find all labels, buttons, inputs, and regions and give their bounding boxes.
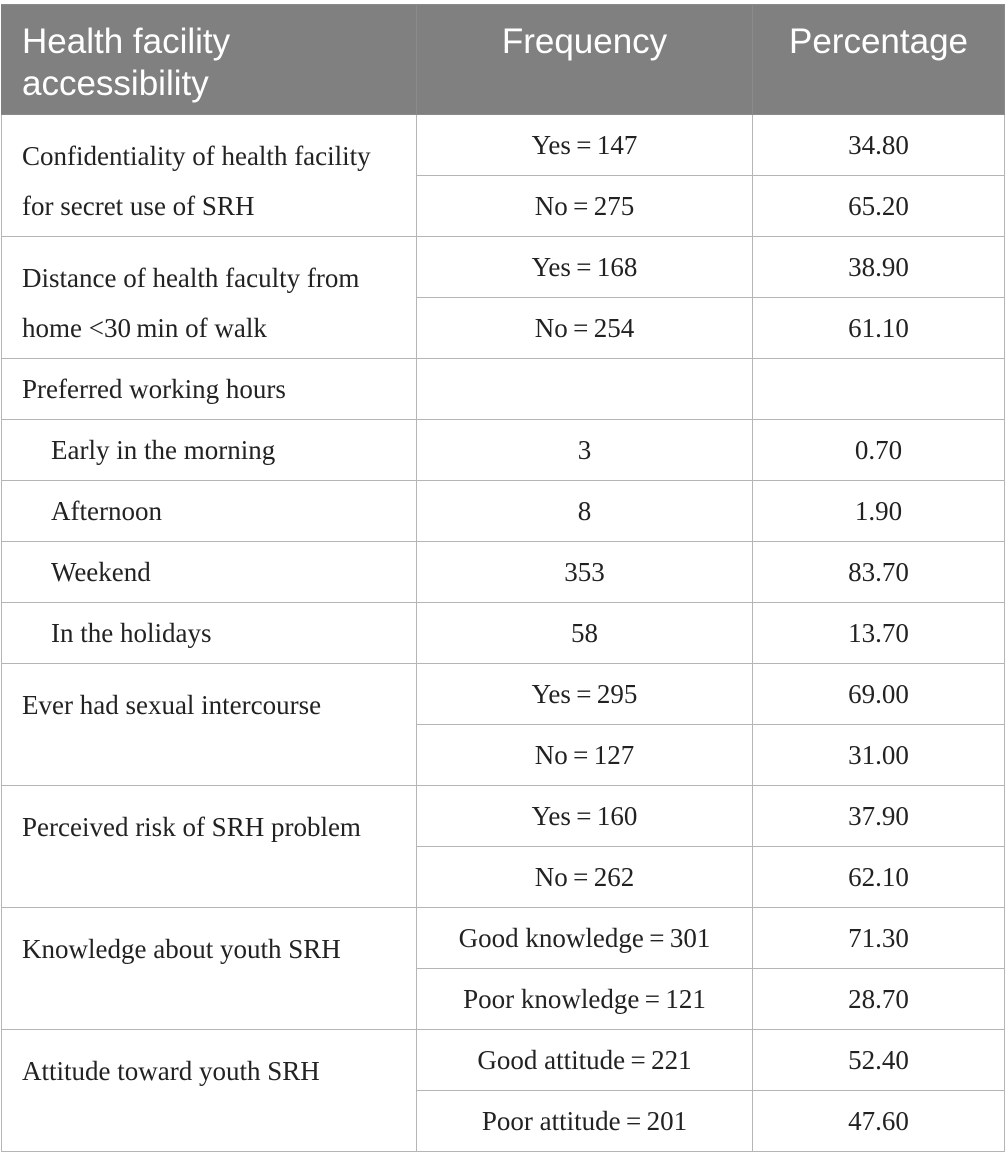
percentage-cell: 47.60 — [753, 1091, 1005, 1152]
frequency-cell: No = 254 — [417, 298, 753, 359]
header-frequency: Frequency — [417, 5, 753, 115]
table-row — [2, 115, 1005, 176]
row-label: In the holidays — [2, 603, 417, 664]
frequency-cell: Poor knowledge = 121 — [417, 969, 753, 1030]
frequency-cell: No = 127 — [417, 725, 753, 786]
frequency-cell: Yes = 295 — [417, 664, 753, 725]
percentage-cell: 83.70 — [753, 542, 1005, 603]
table-body — [2, 115, 1005, 1152]
percentage-cell: 52.40 — [753, 1030, 1005, 1091]
data-table — [1, 4, 1005, 1152]
row-label: Early in the morning — [2, 420, 417, 481]
percentage-cell: 61.10 — [753, 298, 1005, 359]
row-label: Afternoon — [2, 481, 417, 542]
header-percentage: Percentage — [753, 5, 1005, 115]
percentage-cell: 38.90 — [753, 237, 1005, 298]
table-row — [2, 664, 1005, 725]
percentage-cell: 0.70 — [753, 420, 1005, 481]
percentage-cell: 28.70 — [753, 969, 1005, 1030]
row-label: Weekend — [2, 542, 417, 603]
percentage-cell: 62.10 — [753, 847, 1005, 908]
table-row — [2, 359, 1005, 420]
frequency-cell: No = 262 — [417, 847, 753, 908]
header-health-facility-accessibility: Health facility accessibility — [2, 5, 417, 115]
percentage-cell: 1.90 — [753, 481, 1005, 542]
percentage-cell: 13.70 — [753, 603, 1005, 664]
percentage-cell: 65.20 — [753, 176, 1005, 237]
table-row — [2, 481, 1005, 542]
table-row — [2, 908, 1005, 969]
frequency-cell: 8 — [417, 481, 753, 542]
frequency-cell — [417, 359, 753, 420]
table-row — [2, 420, 1005, 481]
percentage-cell: 31.00 — [753, 725, 1005, 786]
table-header — [2, 5, 1005, 115]
frequency-cell: Good knowledge = 301 — [417, 908, 753, 969]
frequency-cell: Poor attitude = 201 — [417, 1091, 753, 1152]
table-row — [2, 603, 1005, 664]
row-label: Preferred working hours — [2, 359, 417, 420]
frequency-cell: No = 275 — [417, 176, 753, 237]
frequency-cell: Yes = 168 — [417, 237, 753, 298]
frequency-cell: 58 — [417, 603, 753, 664]
percentage-cell: 37.90 — [753, 786, 1005, 847]
table-row — [2, 542, 1005, 603]
table-row — [2, 1030, 1005, 1091]
frequency-cell: Good attitude = 221 — [417, 1030, 753, 1091]
row-label: Distance of health faculty from home <30 min of walk — [2, 237, 417, 359]
frequency-cell: Yes = 147 — [417, 115, 753, 176]
row-label: Confidentiality of health facility for secret use of SRH — [2, 115, 417, 237]
percentage-cell — [753, 359, 1005, 420]
row-label: Perceived risk of SRH problem — [2, 786, 417, 908]
percentage-cell: 71.30 — [753, 908, 1005, 969]
table-row — [2, 237, 1005, 298]
frequency-cell: Yes = 160 — [417, 786, 753, 847]
percentage-cell: 34.80 — [753, 115, 1005, 176]
header-row — [2, 5, 1005, 115]
frequency-cell: 353 — [417, 542, 753, 603]
percentage-cell: 69.00 — [753, 664, 1005, 725]
row-label: Ever had sexual intercourse — [2, 664, 417, 786]
table-row — [2, 786, 1005, 847]
row-label: Knowledge about youth SRH — [2, 908, 417, 1030]
row-label: Attitude toward youth SRH — [2, 1030, 417, 1152]
frequency-cell: 3 — [417, 420, 753, 481]
